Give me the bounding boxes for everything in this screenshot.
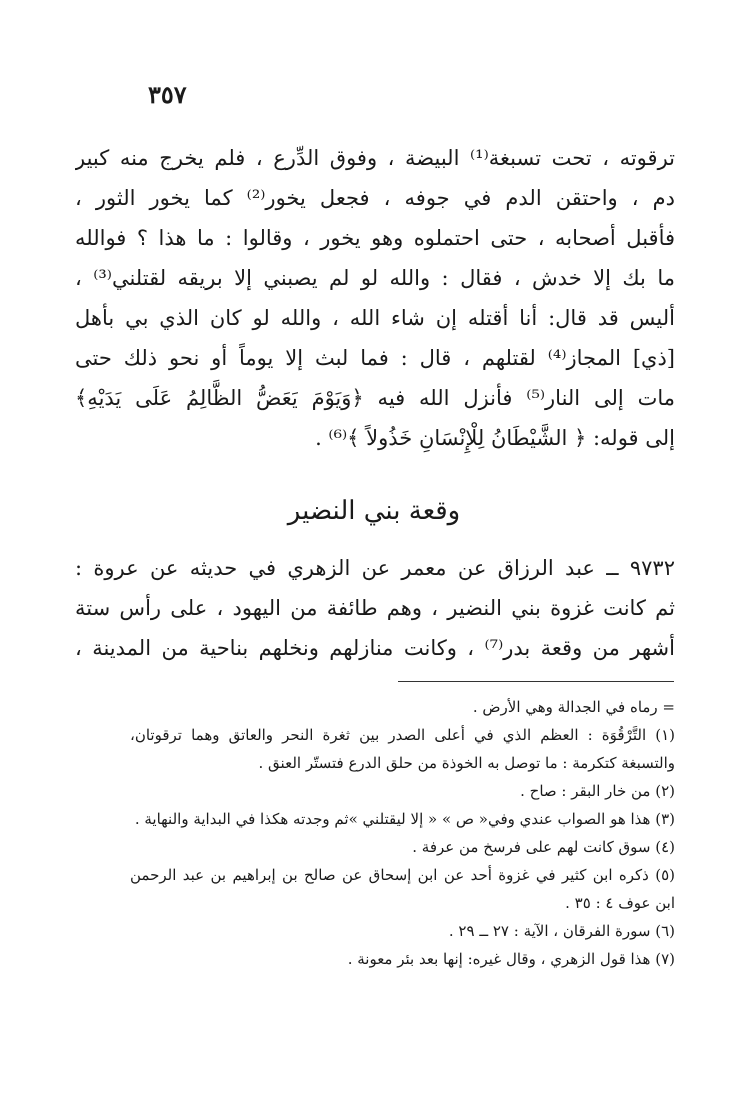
footnote: (٢) من خار البقر : صاح .: [520, 782, 675, 800]
footnote: (٣) هذا هو الصواب عندي وفي« ص » « إلا ليقتلني »ثم وجدته هكذا في البداية والنهاية .: [134, 810, 675, 828]
footnote: (٧) هذا قول الزهري ، وقال غيره: إنها بعد بئر معونة .: [347, 950, 675, 968]
text-line: مات إلى النار⁽⁵⁾ فأنزل الله فيه ﴿وَيَوْمَ يَعَضُّ الظَّالِمُ عَلَى يَدَيْهِ﴾: [75, 386, 675, 410]
text-line: [ذي] المجاز⁽⁴⁾ لقتلهم ، قال : فما لبث إلا يوماً أو نحو ذلك حتى: [75, 346, 675, 370]
footnote: والتسبغة كتكرمة : ما توصل به الخوذة من حلق الدرع فتستّر العنق .: [258, 754, 675, 772]
footnote-divider: [398, 681, 674, 682]
page-number: ٣٥٧: [148, 80, 187, 109]
text-line: أليس قد قال: أنا أقتله إن شاء الله ، والله لو كان الذي بي بأهل: [75, 306, 675, 330]
section-heading: وقعة بني النضير: [287, 496, 461, 526]
text-line: ترقوته ، تحت تسبغة⁽¹⁾ البيضة ، وفوق الدِّرع ، فلم يخرج منه كبير: [75, 146, 675, 170]
text-line: إلى قوله: ﴿ الشَّيْطَانُ لِلْإِنْسَانِ خَذُولاً ﴾⁽⁶⁾ .: [315, 426, 675, 450]
footnote: = رماه في الجدالة وهي الأرض .: [472, 698, 675, 716]
main-text: [75, 138, 675, 458]
hadith-line: أشهر من وقعة بدر⁽⁷⁾ ، وكانت منازلهم ونخلهم بناحية من المدينة ،: [75, 636, 675, 660]
text-line: ما بك إلا خدش ، فقال : والله لو لم يصبني إلا بريقه لقتلني⁽³⁾ ،: [75, 266, 675, 290]
hadith-text: [75, 548, 675, 668]
footnote: (٦) سورة الفرقان ، الآية : ٢٧ ــ ٢٩ .: [448, 922, 675, 940]
hadith-line: ثم كانت غزوة بني النضير ، وهم طائفة من اليهود ، على رأس ستة: [75, 596, 675, 620]
footnote: (٤) سوق كانت لهم على فرسخ من عرفة .: [412, 838, 675, 856]
footnote: (٥) ذكره ابن كثير في غزوة أحد عن ابن إسحاق عن صالح بن إبراهيم بن عبد الرحمن: [130, 866, 675, 884]
footnotes: [130, 693, 675, 973]
footnote: (١) التَّرْقُوَة : العظم الذي في أعلى الصدر بين ثغرة النحر والعاتق وهما ترقوتان،: [130, 726, 675, 744]
footnote: ابن عوف ٤ : ٣٥ .: [565, 894, 675, 912]
text-line: فأقبل أصحابه ، حتى احتملوه وهو يخور ، وقالوا : ما هذا ؟ فوالله: [75, 226, 675, 250]
hadith-line: ٩٧٣٢ ــ عبد الرزاق عن معمر عن الزهري في حديثه عن عروة :: [75, 556, 675, 580]
text-line: دم ، واحتقن الدم في جوفه ، فجعل يخور⁽²⁾ كما يخور الثور ،: [75, 186, 675, 210]
